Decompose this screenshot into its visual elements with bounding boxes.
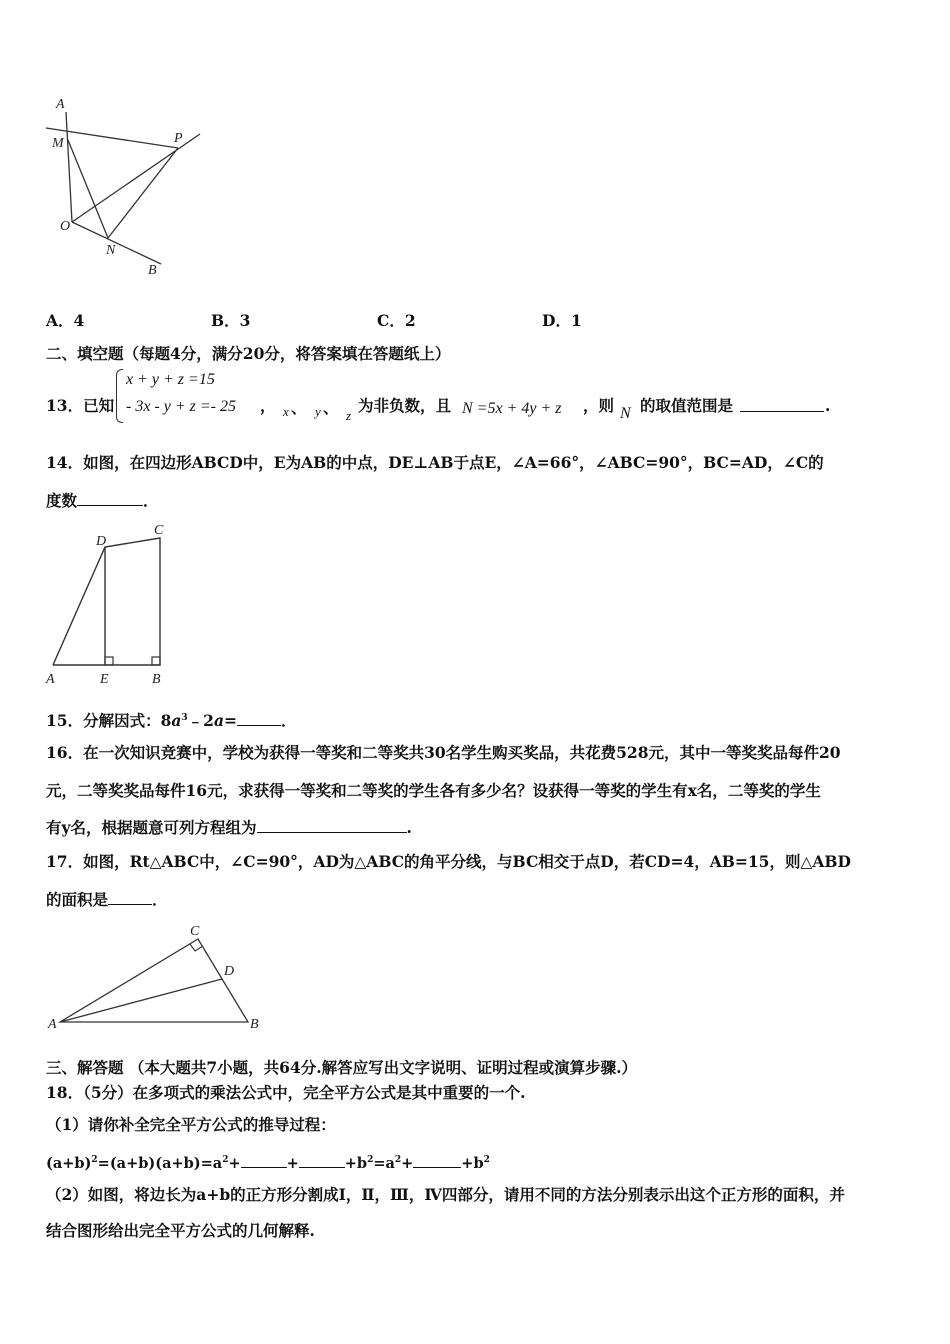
q13-var-x: x <box>283 404 289 419</box>
q13-var-y: y <box>315 404 321 419</box>
line-pn <box>108 148 178 238</box>
label-b: B <box>250 1017 259 1032</box>
q16-line-1: 16．在一次知识竞赛中，学校为获得一等奖和二等奖共30名学生购买奖品，共花费528元，其中一等奖奖品每件20 <box>46 743 841 762</box>
q13-equation-2: - 3x - y + z =- 25 <box>126 398 237 415</box>
label-n: N <box>106 243 116 258</box>
right-angle-e <box>105 657 113 665</box>
label-a: A <box>48 1017 57 1032</box>
choice-a[interactable] <box>46 311 84 331</box>
ray-oa <box>66 112 72 222</box>
label-b: B <box>148 263 157 278</box>
q13-comma: ， <box>260 396 276 415</box>
q15-var-a: a <box>171 711 182 731</box>
q13-period: . <box>825 396 831 415</box>
q14-answer-blank[interactable] <box>77 491 143 506</box>
ray-ob <box>72 222 161 264</box>
section2-heading: 二、填空题（每题4分，满分20分，将答案填在答题纸上） <box>46 344 451 363</box>
choice-d-letter: D． <box>542 311 571 330</box>
label-d: D <box>96 534 107 549</box>
q18-intro: 18．（5分）在多项式的乘法公式中，完全平方公式是其中重要的一个. <box>46 1083 526 1102</box>
q13-equation-1: x + y + z =15 <box>126 371 215 388</box>
q13-number: 13．已知 <box>46 396 115 415</box>
q15-answer-blank[interactable] <box>237 711 281 726</box>
section3-heading: 三、解答题 （本大题共7小题，共64分.解答应写出文字说明、证明过程或演算步骤.） <box>46 1058 638 1077</box>
q13-answer-blank[interactable] <box>740 411 824 412</box>
line-mp <box>46 128 178 148</box>
label-a: A <box>56 97 65 112</box>
q18-f1-exp: 2 <box>91 1155 98 1165</box>
q17-line-2-prefix: 的面积是 <box>46 890 109 909</box>
q13-expression: N =5x + 4y + z <box>462 400 562 417</box>
q13-middle-text: 为非负数，且 <box>358 396 452 415</box>
q14-line-2-suffix: ． <box>143 491 159 510</box>
q18-plus-3: + <box>401 1154 414 1172</box>
q15-mid: ﹣2 <box>187 711 214 731</box>
label-o: O <box>60 219 71 234</box>
label-c: C <box>154 523 164 538</box>
q17-line-2-suffix: ． <box>152 890 168 909</box>
choice-c-value: 2 <box>404 311 416 330</box>
choice-b-value: 3 <box>239 311 251 330</box>
label-b: B <box>152 672 161 687</box>
figure-quadrilateral-abcd <box>40 515 180 690</box>
figure-angle-aob <box>40 90 220 290</box>
choice-a-letter: A． <box>46 311 74 330</box>
q13-then: ，则 <box>583 396 615 415</box>
q15-eq: = <box>224 711 238 731</box>
q18-f5-exp: 2 <box>483 1155 490 1165</box>
q18-f2: =(a+b)(a+b)=a <box>97 1154 223 1172</box>
quad-outline <box>53 538 160 665</box>
q18-f4-exp: 2 <box>394 1155 402 1165</box>
figure-right-triangle-abc <box>40 918 270 1038</box>
segment-ad <box>60 979 222 1022</box>
q17-line-2 <box>46 890 168 910</box>
q18-f3-exp: 2 <box>367 1155 374 1165</box>
q13-system-brace <box>116 369 123 423</box>
q18-part-2-line-1: （2）如图，将边长为a+b的正方形分割成Ⅰ，Ⅱ，Ⅲ，Ⅳ四部分，请用不同的方法分别表示出这个正方形的面积，并 <box>46 1185 845 1204</box>
q18-plus-1: + <box>228 1154 241 1172</box>
q15-suffix: ． <box>281 711 297 731</box>
q18-formula <box>46 1150 490 1174</box>
q15-exponent: 3 <box>181 713 188 723</box>
q13-sep-2: 、 <box>323 398 339 417</box>
label-p: P <box>174 131 183 146</box>
q18-f1: (a+b) <box>46 1154 92 1172</box>
choice-d[interactable] <box>542 311 582 331</box>
q15-var-a-2: a <box>213 711 225 731</box>
q18-f4: =a <box>373 1154 395 1172</box>
q13-var-z: z <box>346 408 352 423</box>
q17-answer-blank[interactable] <box>108 890 152 905</box>
choice-a-value: 4 <box>73 311 85 330</box>
choice-c[interactable] <box>377 311 416 331</box>
triangle-abc <box>60 939 248 1022</box>
q16-line-3-prefix: 有y名，根据题意可列方程组为 <box>46 818 257 837</box>
label-a: A <box>46 672 55 687</box>
q18-f2-exp: 2 <box>222 1155 229 1165</box>
q13-sep-1: 、 <box>291 398 307 417</box>
right-angle-b <box>152 657 160 665</box>
q18-f5: +b <box>461 1154 484 1172</box>
q17-line-1: 17．如图，Rt△ABC中，∠C=90°，AD为△ABC的角平分线，与BC相交于点D，若CD=4，AB=15，则△ABD <box>46 852 851 871</box>
q14-line-2-prefix: 度数 <box>46 491 78 510</box>
q18-part-1: （1）请你补全完全平方公式的推导过程： <box>46 1115 336 1134</box>
q14-line-2 <box>46 491 159 511</box>
q18-plus-2: + <box>286 1154 299 1172</box>
q16-line-2: 元，二等奖奖品每件16元，求获得一等奖和二等奖的学生各有多少名？设获得一等奖的学生有x名，二等奖的学生 <box>46 781 821 800</box>
q18-blank-3[interactable] <box>413 1153 461 1168</box>
label-e: E <box>100 672 109 687</box>
q15-prefix: 15．分解因式：8 <box>46 711 172 731</box>
q16-line-3 <box>46 818 412 838</box>
choice-b[interactable] <box>211 311 250 331</box>
label-c: C <box>190 924 200 939</box>
label-d: D <box>224 964 235 979</box>
q18-blank-1[interactable] <box>241 1153 287 1168</box>
q13-end-text: 的取值范围是 <box>640 396 734 415</box>
q18-part-2-line-2: 结合图形给出完全平方公式的几何解释. <box>46 1221 315 1240</box>
label-m: M <box>52 136 64 151</box>
q18-blank-2[interactable] <box>299 1153 345 1168</box>
line-op <box>72 134 200 222</box>
q13-var-n: N <box>620 405 631 422</box>
q15-line <box>46 708 297 731</box>
q18-f3: +b <box>344 1154 368 1172</box>
choice-d-value: 1 <box>570 311 582 330</box>
q14-line-1: 14．如图，在四边形ABCD中，E为AB的中点，DE⊥AB于点E，∠A=66°，∠ABC=90°，BC=AD，∠C的 <box>46 453 824 472</box>
choice-c-letter: C． <box>377 311 405 330</box>
choice-b-letter: B． <box>211 311 240 330</box>
q16-line-3-suffix: . <box>406 818 412 837</box>
q16-answer-blank[interactable] <box>257 818 407 833</box>
